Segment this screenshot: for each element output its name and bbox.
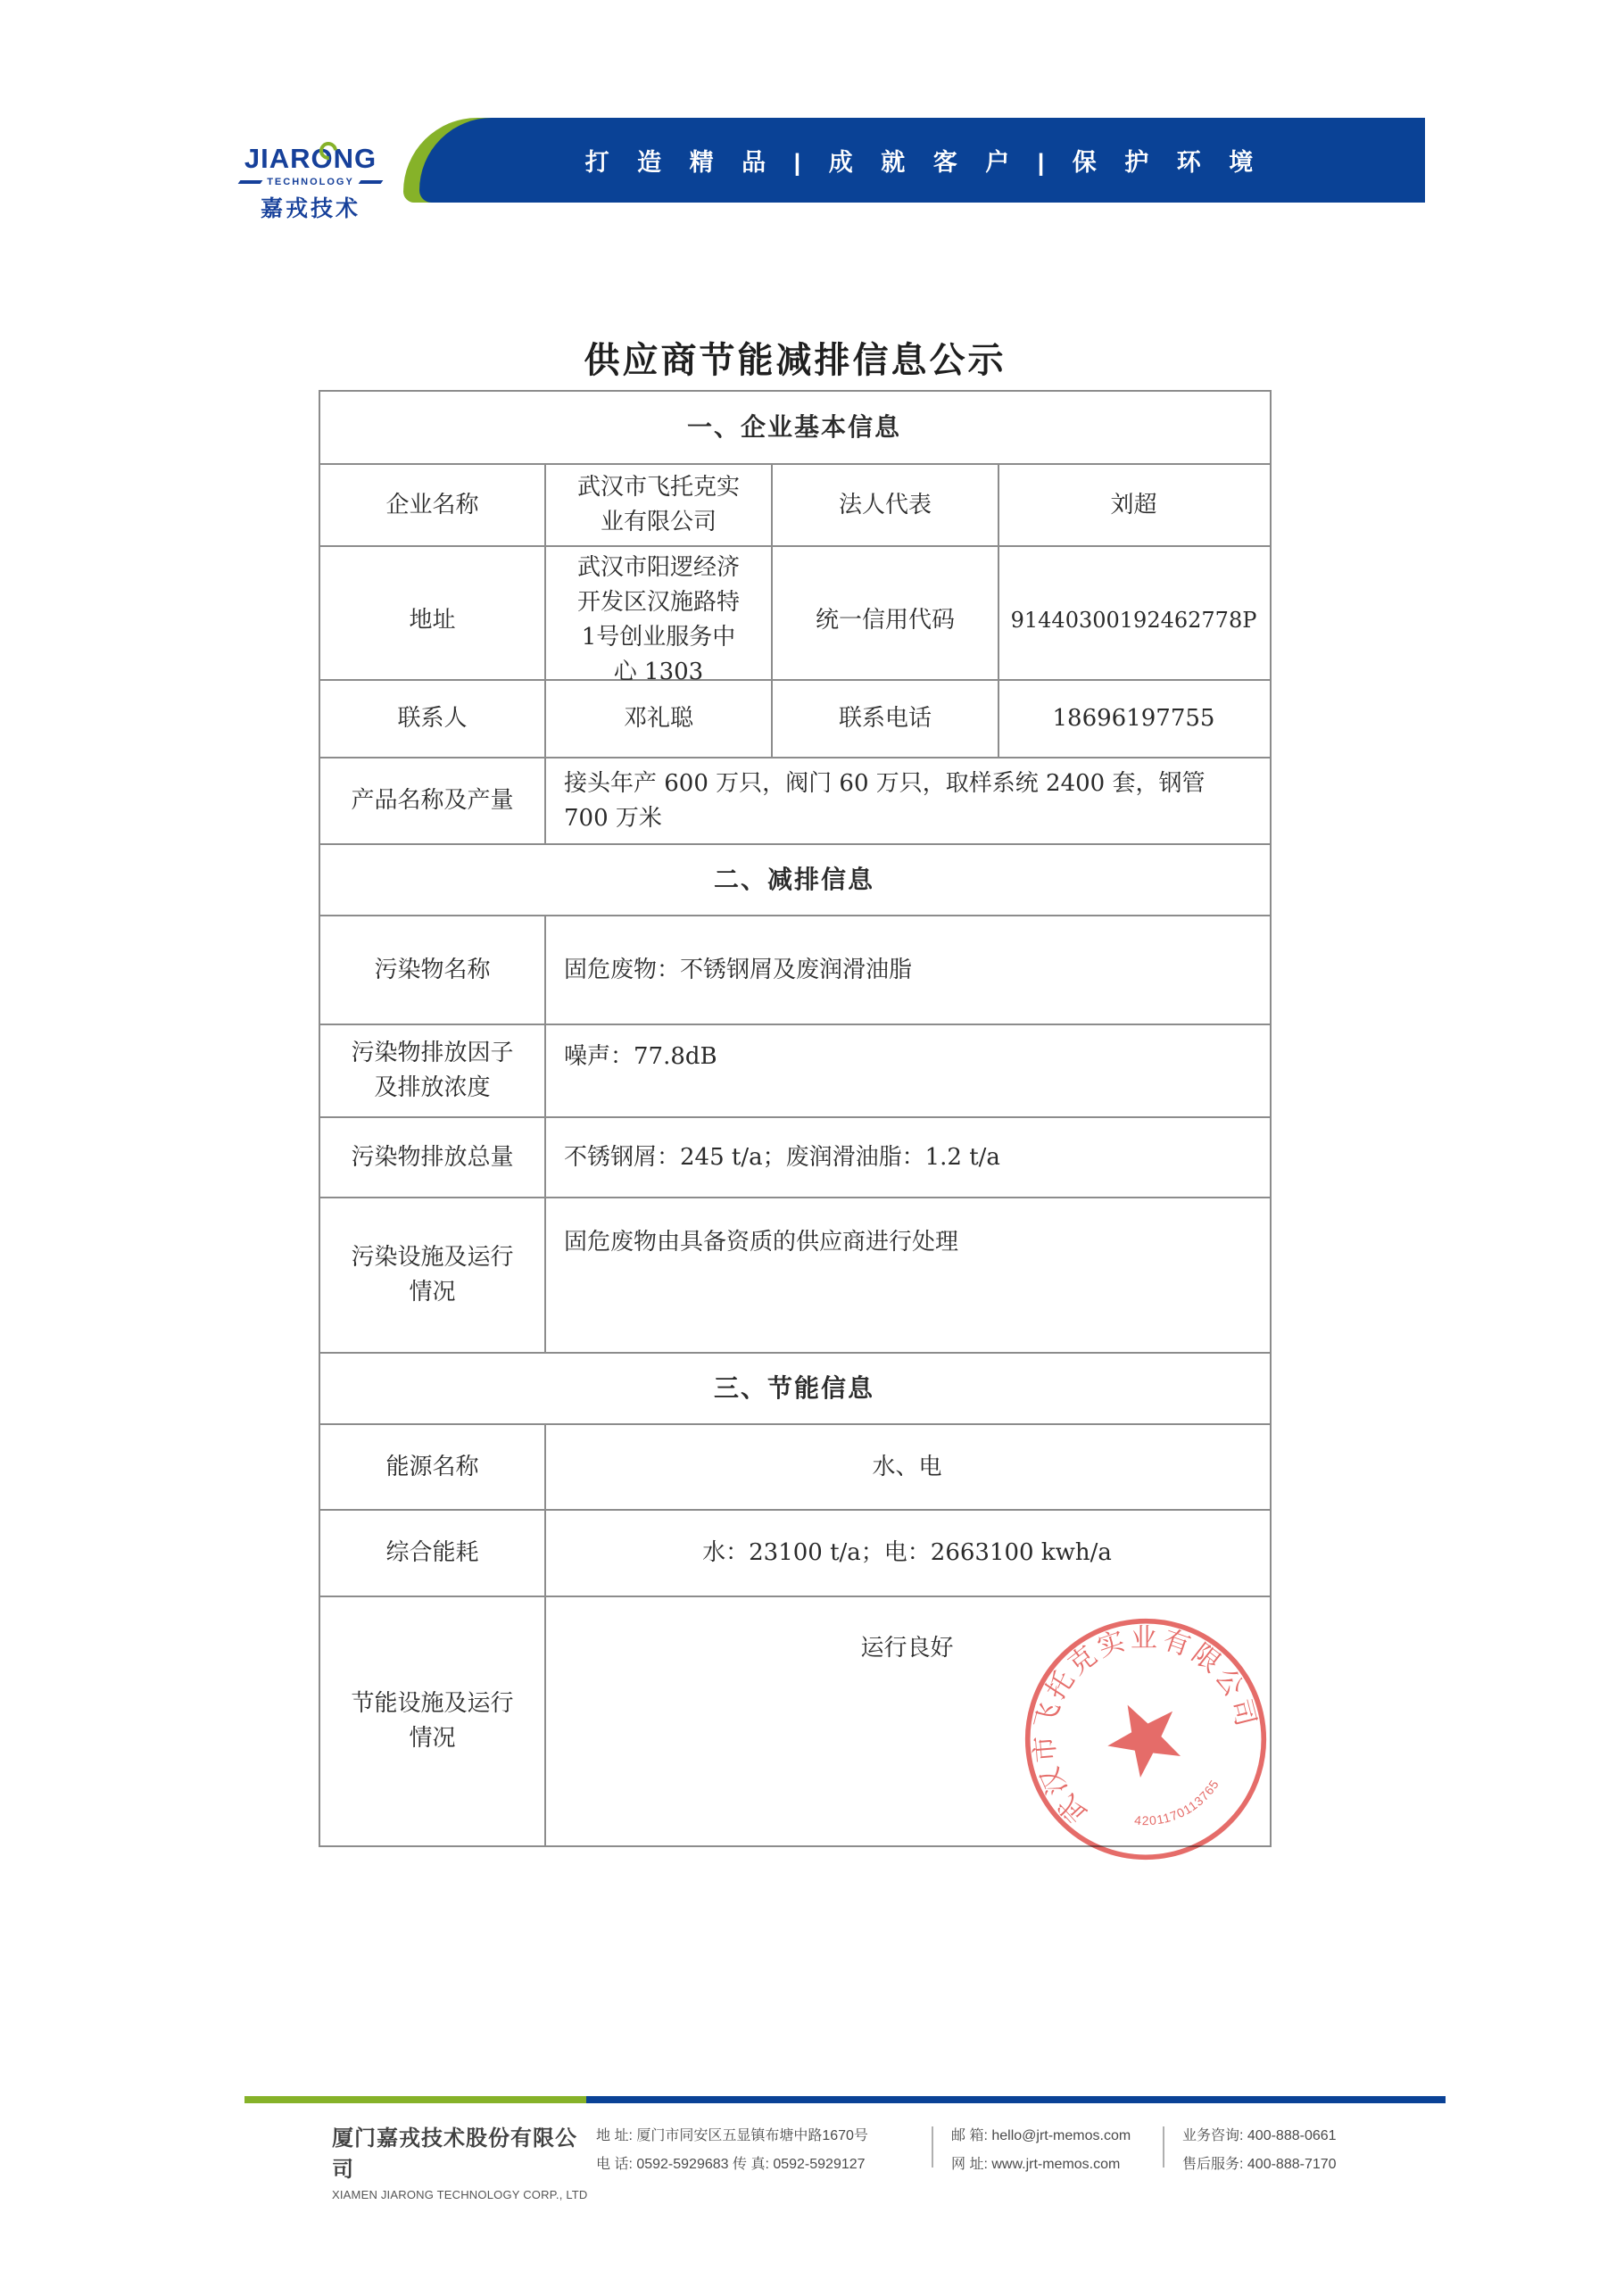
footer-email: 邮 箱: hello@jrt-memos.com: [951, 2128, 1131, 2143]
footer-divider-2: [1163, 2126, 1164, 2168]
logo-wordmark-text: JIARONG: [244, 143, 377, 174]
pollution-facility-label: 污染设施及运行情况: [320, 1198, 546, 1352]
footer-service-line1: 业务咨询: 400-888-0661: [1182, 2128, 1337, 2143]
legal-rep-value: 刘超: [1110, 491, 1157, 518]
table-row-company: [320, 465, 1270, 547]
footer-phone-fax: 电 话: 0592-5929683 传 真: 0592-5929127: [596, 2157, 866, 2172]
seal-serial-text: 4201170113765: [1133, 1777, 1222, 1828]
emission-total-label: 污染物排放总量: [320, 1118, 546, 1197]
footer-address: 地 址: 厦门市同安区五显镇布塘中路1670号: [596, 2128, 868, 2143]
logo-subtitle: TECHNOLOGY: [267, 177, 354, 187]
pollutant-label: 污染物名称: [320, 916, 546, 1024]
table-row-contact: [320, 681, 1270, 758]
footer-company-cn: 厦门嘉戎技术股份有限公司: [332, 2126, 577, 2182]
energy-facility-value: 运行良好: [860, 1635, 954, 1662]
footer-rule-blue: [586, 2096, 1446, 2103]
footer-contact-block: [596, 2122, 868, 2179]
energy-consumption-label: 综合能耗: [320, 1511, 546, 1596]
logo-subrow: [239, 177, 382, 187]
company-name-label: 企业名称: [320, 465, 546, 545]
energy-facility-label: 节能设施及运行情况: [320, 1597, 546, 1845]
logo-right-bar: [358, 180, 383, 184]
pollution-facility-value: 固危废物由具备资质的供应商进行处理: [564, 1229, 959, 1256]
table-row-section3: [320, 1354, 1270, 1425]
energy-consumption-value: 水：23100 t/a；电：2663100 kwh/a: [702, 1539, 1112, 1566]
table-row-pollutant: [320, 916, 1270, 1025]
table-row-pollution-facility: [320, 1198, 1270, 1354]
table-row-address: [320, 547, 1270, 685]
contact-label: 联系人: [320, 681, 546, 757]
pollutant-value: 固危废物：不锈钢屑及废润滑油脂: [564, 956, 913, 983]
emission-factor-value: 噪声：77.8dB: [564, 1043, 717, 1070]
logo-wordmark: [244, 145, 377, 172]
footer-divider-1: [932, 2126, 933, 2168]
credit-code-value: 91440300192462778P: [1010, 608, 1257, 633]
energy-source-label: 能源名称: [320, 1425, 546, 1509]
footer-web-block: [951, 2122, 1131, 2179]
address-label: 地址: [320, 547, 546, 693]
address-value: 武汉市阳逻经济开发区汉施路特1号创业服务中心 1303: [546, 547, 773, 693]
document-title: 供应商节能减排信息公示: [584, 339, 1007, 381]
section3-heading: 三、节能信息: [713, 1373, 874, 1403]
table-row-section2: [320, 845, 1270, 916]
jiarong-logo: [239, 145, 382, 223]
seal-star-icon: [1095, 1687, 1193, 1784]
footer-company-block: [332, 2120, 591, 2201]
company-name-value: 武汉市飞托克实业有限公司: [546, 465, 773, 545]
table-row-product: [320, 758, 1270, 845]
emission-total-value: 不锈钢屑：245 t/a；废润滑油脂：1.2 t/a: [564, 1143, 1000, 1171]
footer-website: 网 址: www.jrt-memos.com: [951, 2157, 1121, 2172]
phone-value: 18696197755: [1052, 705, 1215, 732]
logo-chinese-name: 嘉戎技术: [260, 196, 360, 221]
section1-heading: 一、企业基本信息: [686, 412, 901, 442]
table-row-emission-total: [320, 1118, 1270, 1198]
table-row-energy-source: [320, 1425, 1270, 1511]
table-row-section1: [320, 392, 1270, 465]
product-value: 接头年产 600 万只，阀门 60 万只，取样系统 2400 套，钢管 700 万米: [564, 769, 1206, 832]
credit-code-label: 统一信用代码: [773, 547, 999, 693]
seal-company-text: 武汉市飞托克实业有限公司: [1028, 1622, 1263, 1829]
footer-rule-green: [244, 2096, 586, 2103]
logo-left-bar: [238, 180, 263, 184]
banner-slogan: 打 造 精 品 | 成 就 客 户 | 保 护 环 境: [584, 149, 1260, 176]
table-row-energy-consumption: [320, 1511, 1270, 1597]
footer-service-line2: 售后服务: 400-888-7170: [1182, 2157, 1337, 2172]
product-label: 产品名称及产量: [320, 758, 546, 843]
table-row-emission-factor: [320, 1025, 1270, 1118]
emission-factor-label: 污染物排放因子及排放浓度: [320, 1025, 546, 1116]
header-banner: [419, 118, 1425, 203]
footer-company-en: XIAMEN JIARONG TECHNOLOGY CORP., LTD: [332, 2188, 588, 2201]
footer-service-block: [1182, 2122, 1337, 2179]
contact-value: 邓礼聪: [546, 681, 773, 757]
phone-label: 联系电话: [773, 681, 999, 757]
energy-source-value: 水、电: [872, 1453, 942, 1480]
section2-heading: 二、减排信息: [713, 865, 874, 894]
legal-rep-label: 法人代表: [773, 465, 999, 545]
